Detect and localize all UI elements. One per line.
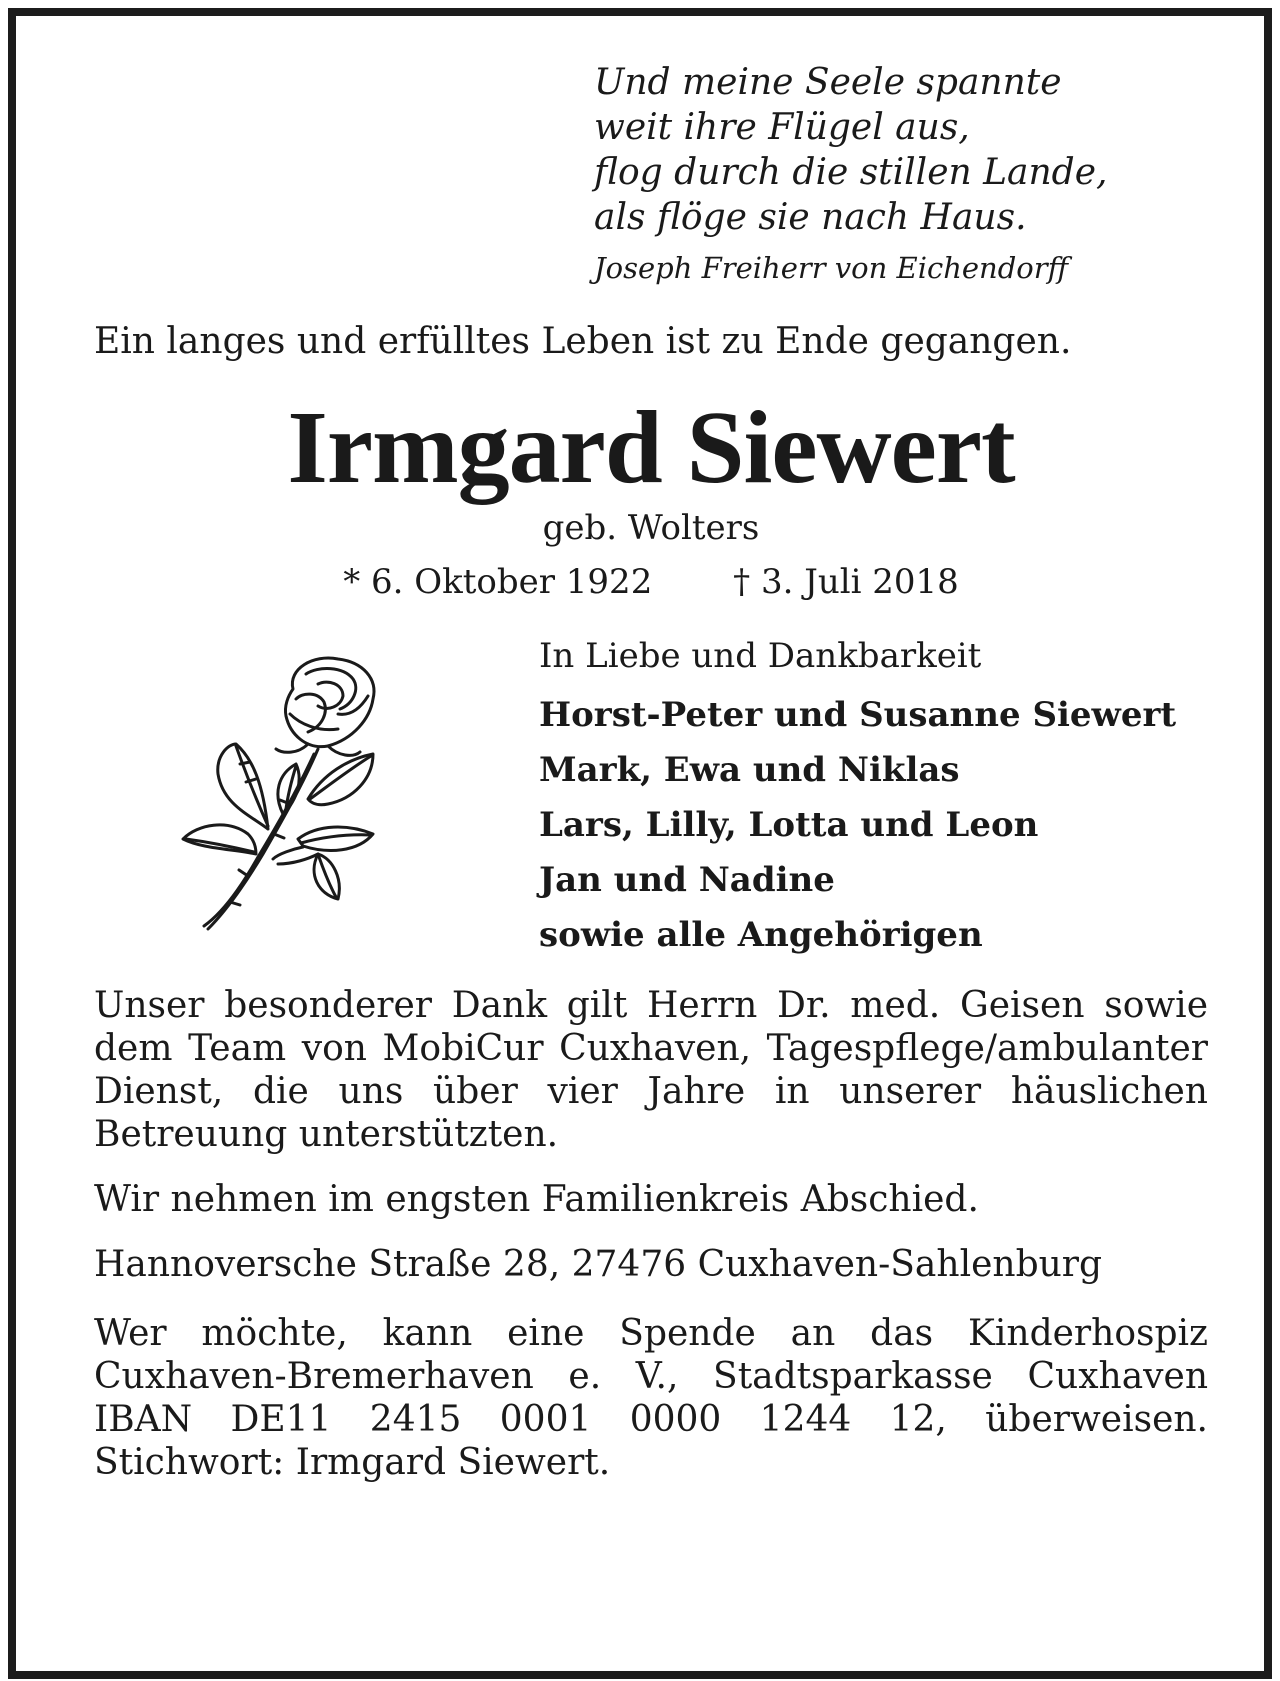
- thanks-paragraph: Unser besonderer Dank gilt Herrn Dr. med. Geisen sowie dem Team von MobiCur Cuxhaven, Tagespflege/ambulanter Dienst, die uns über vier Jahre in unserer häuslichen Betreuung unterstützten.: [94, 985, 1208, 1155]
- family-member: Jan und Nadine: [539, 860, 835, 900]
- poem-line: Und meine Seele spannte: [594, 62, 1062, 103]
- family-member: Horst-Peter und Susanne Siewert: [539, 695, 1177, 735]
- farewell-text: Wir nehmen im engsten Familienkreis Abschied.: [94, 1179, 979, 1220]
- birth-date: * 6. Oktober 1922: [343, 562, 653, 602]
- life-dates: [94, 560, 1208, 604]
- family-list: [539, 634, 1176, 963]
- family-member: sowie alle Angehörigen: [539, 915, 983, 955]
- poem-line: flog durch die stillen Lande,: [594, 152, 1108, 193]
- maiden-name: geb. Wolters: [542, 508, 760, 548]
- obituary-content: [94, 60, 1208, 1484]
- deceased-name: Irmgard Siewert: [287, 390, 1015, 505]
- poem-line: als flöge sie nach Haus.: [594, 197, 1027, 238]
- donation-paragraph: Wer möchte, kann eine Spende an das Kinderhospiz Cuxhaven-Bremerhaven e. V., Stadtsparkasse Cuxhaven IBAN DE11 2415 0001 0000 1244 12, überweisen. Stichwort: Irmgard Siewert.: [94, 1313, 1208, 1483]
- intro-text: Ein langes und erfülltes Leben ist zu Ende gegangen.: [94, 321, 1072, 362]
- address-text: Hannoversche Straße 28, 27476 Cuxhaven-Sahlenburg: [94, 1244, 1103, 1285]
- family-member: Lars, Lilly, Lotta und Leon: [539, 805, 1039, 845]
- poem: [594, 60, 1208, 286]
- family-member: Mark, Ewa und Niklas: [539, 750, 960, 790]
- death-date: † 3. Juli 2018: [733, 562, 959, 602]
- poem-author: Joseph Freiherr von Eichendorff: [594, 251, 1069, 285]
- obituary-frame: [8, 8, 1272, 1679]
- rose-icon: [178, 654, 418, 934]
- poem-line: weit ihre Flügel aus,: [594, 107, 970, 148]
- family-intro: In Liebe und Dankbarkeit: [539, 636, 982, 676]
- family-block: [94, 634, 1208, 974]
